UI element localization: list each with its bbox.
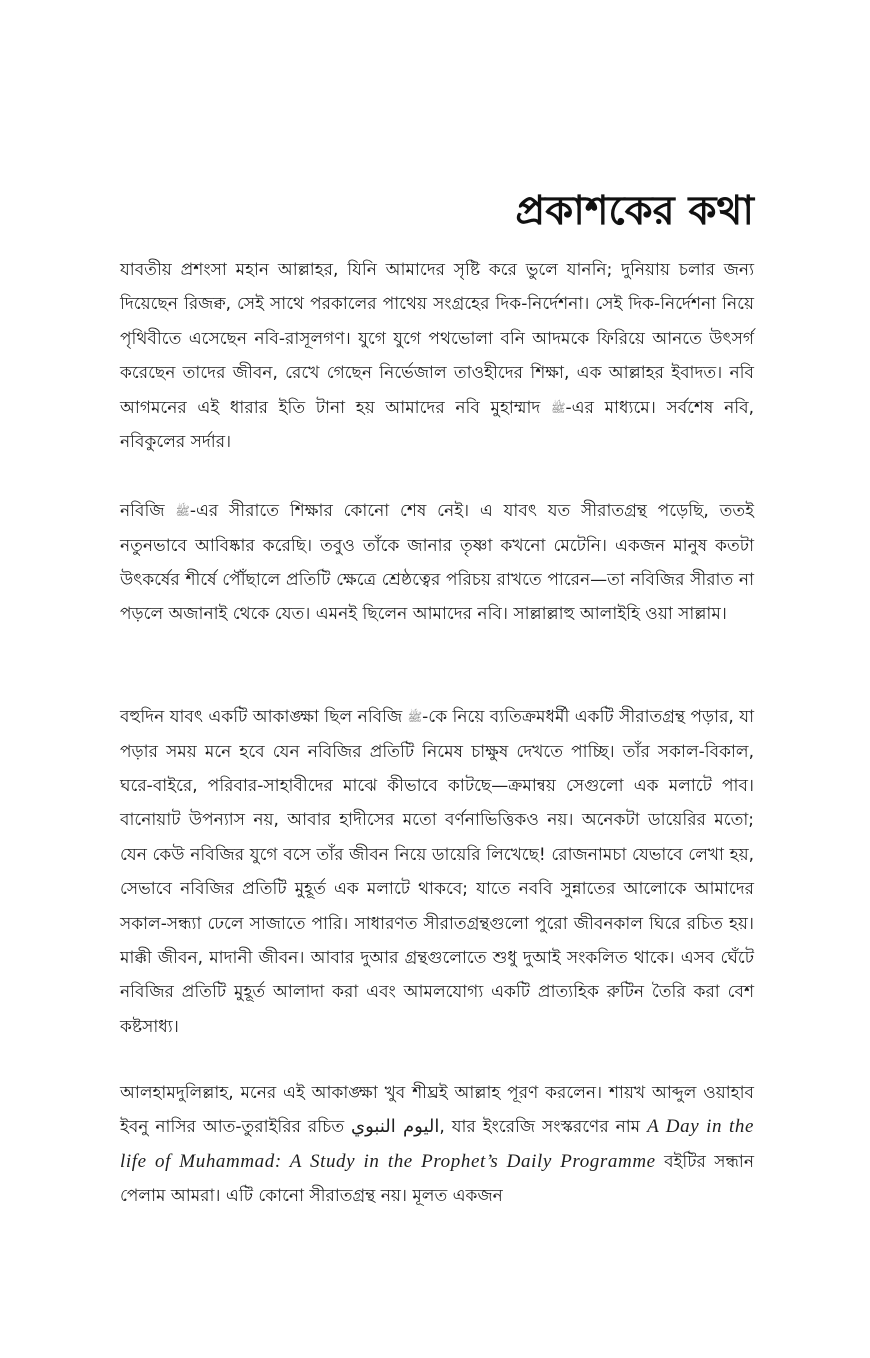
paragraph-2 bbox=[120, 494, 754, 632]
arabic-book-title: اليوم النبوي bbox=[351, 1116, 440, 1138]
english-book-title: A Day in the life of Muhammad: A Study in the Prophet’s Daily Programme bbox=[120, 1116, 755, 1172]
paragraph-1-text-b: -এর মাধ্যমে। সর্বশেষ নবি, নবিকুলের সর্দার। bbox=[120, 397, 754, 453]
paragraph-3-text-a: বহুদিন যাবৎ একটি আকাঙ্ক্ষা ছিল নবিজি bbox=[120, 707, 408, 728]
salawat-icon: ﷺ bbox=[175, 504, 190, 518]
paragraph-2-text-b: -এর সীরাতে শিক্ষার কোনো শেষ নেই। এ যাবৎ যত সীরাতগ্রন্থ পড়েছি, ততই নতুনভাবে আবিষ্কার করেছি। তবুও তাঁকে জানার তৃষ্ণা কখনো মেটেনি। একজন মানুষ কতটা উৎকর্ষের শীর্ষে পৌঁছালে প্রতিটি ক্ষেত্রে শ্রেষ্ঠত্বের পরিচয় রাখতে পারেন—তা নবিজির সীরাত না পড়লে অজানাই থেকে যেত। এমনই ছিলেন আমাদের নবি। সাল্লাল্লাহু আলাইহি ওয়া সাল্লাম। bbox=[120, 501, 754, 625]
paragraph-4-text-c: বইটির সন্ধান পেলাম আমরা। এটি কোনো সীরাতগ্রন্থ নয়। মূলত একজন bbox=[120, 1151, 755, 1207]
paragraph-3 bbox=[120, 700, 754, 1044]
page-title: প্রকাশকের কথা bbox=[515, 188, 754, 234]
salawat-icon: ﷺ bbox=[551, 400, 566, 415]
paragraph-1 bbox=[120, 253, 754, 460]
paragraph-4-text-a: আলহামদুলিল্লাহ, মনের এই আকাঙ্ক্ষা খুব শীঘ্রই আল্লাহ পূরণ করলেন। শায়খ আব্দুল ওয়াহাব ইবনু নাসির আত-তুরাইরির রচিত bbox=[120, 1083, 754, 1138]
paragraph-4-text-b: , যার ইংরেজি সংস্করণের নাম bbox=[439, 1117, 648, 1138]
paragraph-4 bbox=[120, 1076, 754, 1214]
paragraph-1-text-a: যাবতীয় প্রশংসা মহান আল্লাহর, যিনি আমাদের সৃষ্টি করে ভুলে যাননি; দুনিয়ায় চলার জন্য দিয়েছেন রিজক্ব, সেই সাথে পরকালের পাথেয় সংগ্রহের দিক-নির্দেশনা। সেই দিক-নির্দেশনা নিয়ে পৃথিবীতে এসেছেন নবি-রাসূলগণ। যুগে যুগে পথভোলা বনি আদমকে ফিরিয়ে আনতে উৎসর্গ করেছেন তাদের জীবন, রেখে গেছেন নির্ভেজাল তাওহীদের শিক্ষা, এক আল্লাহর ইবাদত। নবি আগমনের এই ধারার ইতি টানা হয় আমাদের নবি মুহাম্মাদ bbox=[120, 260, 754, 418]
paragraph-2-text-a: নবিজি bbox=[120, 501, 176, 522]
salawat-icon: ﷺ bbox=[407, 710, 423, 724]
paragraph-3-text-b: -কে নিয়ে ব্যতিক্রমধর্মী একটি সীরাতগ্রন্থ পড়ার, যা পড়ার সময় মনে হবে যেন নবিজির প্রতিটি নিমেষ চাক্ষুষ দেখতে পাচ্ছি। তাঁর সকাল-বিকাল, ঘরে-বাইরে, পরিবার-সাহাবীদের মাঝে কীভাবে কাটছে—ক্রমান্বয় সেগুলো এক মলাটে পাব। বানোয়াট উপন্যাস নয়, আবার হাদীসের মতো বর্ণনাভিত্তিকও নয়। অনেকটা ডায়েরির মতো; যেন কেউ নবিজির যুগে বসে তাঁর জীবন নিয়ে ডায়েরি লিখেছে! রোজনামচা যেভাবে লেখা হয়, সেভাবে নবিজির প্রতিটি মুহূর্ত এক মলাটে থাকবে; যাতে নববি সুন্নাতের আলোকে আমাদের সকাল-সন্ধ্যা ঢেলে সাজাতে পারি। সাধারণত সীরাতগ্রন্থগুলো পুরো জীবনকাল ঘিরে রচিত হয়। মাক্কী জীবন, মাদানী জীবন। আবার দুআর গ্রন্থগুলোতে শুধু দুআই সংকলিত থাকে। এসব ঘেঁটে নবিজির প্রতিটি মুহূর্ত আলাদা করা এবং আমলযোগ্য একটি প্রাত্যহিক রুটিন তৈরি করা বেশ কষ্টসাধ্য। bbox=[120, 707, 754, 1037]
